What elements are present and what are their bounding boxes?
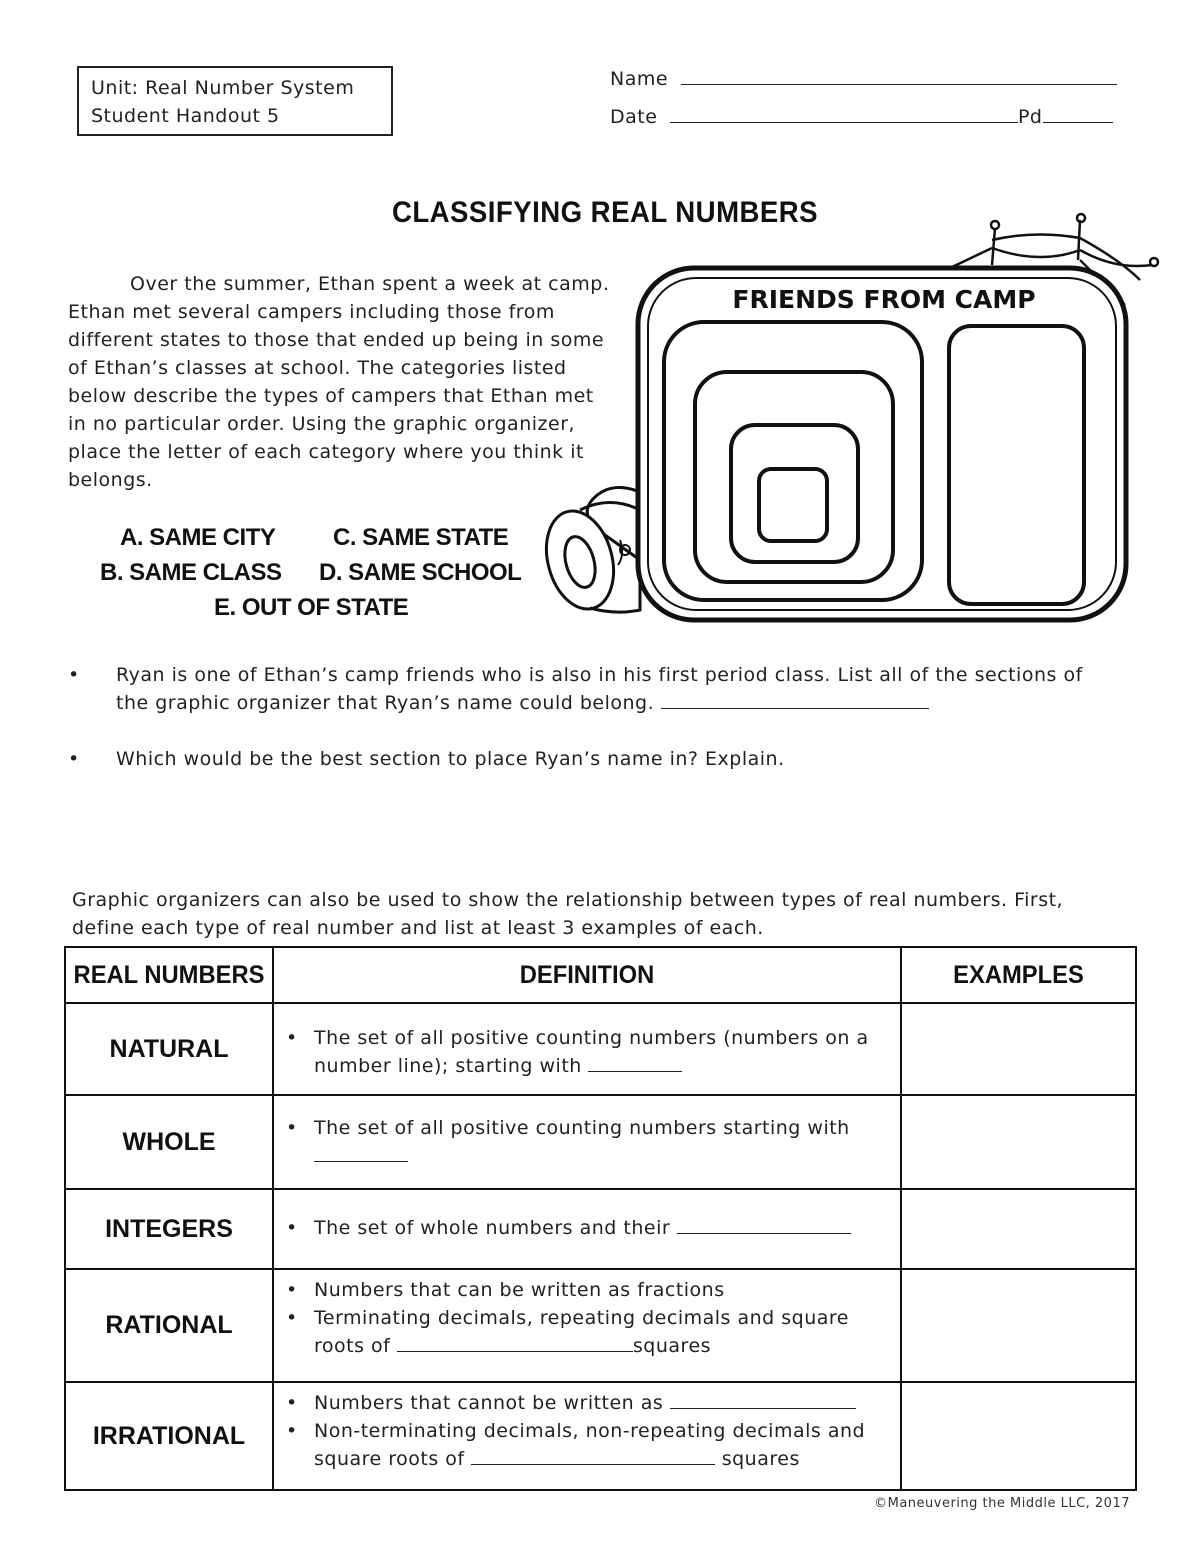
examples-cell-whole[interactable] — [901, 1095, 1136, 1189]
definition-text: The set of all positive counting numbers starting with — [314, 1117, 850, 1139]
backpack-organizer — [540, 210, 1160, 630]
definition-text-end: squares — [721, 1448, 800, 1470]
definition-text: Numbers that can be written as fractions — [314, 1279, 725, 1301]
row-name-integers: INTEGERS — [65, 1189, 273, 1269]
row-name-whole: WHOLE — [65, 1095, 273, 1189]
answer-blank[interactable] — [670, 1392, 856, 1409]
organizer-title: FRIENDS FROM CAMP — [732, 285, 1036, 314]
definition-cell — [273, 1095, 901, 1189]
category-c: C. SAME STATE — [333, 524, 509, 551]
answer-blank[interactable] — [588, 1055, 682, 1072]
category-d: D. SAME SCHOOL — [319, 559, 522, 586]
question-2-text: Which would be the best section to place Ryan’s name in? Explain. — [116, 748, 785, 770]
examples-cell-integers[interactable] — [901, 1189, 1136, 1269]
name-label: Name — [610, 68, 669, 90]
answer-blank[interactable] — [314, 1145, 408, 1162]
date-field[interactable] — [610, 104, 1113, 128]
definition-text-end: squares — [632, 1335, 712, 1357]
table-header-row — [65, 947, 1136, 1003]
definition-text: Terminating decimals, repeating decimals and square roots of — [314, 1307, 849, 1357]
bullet: • — [286, 1217, 298, 1239]
question-1 — [68, 661, 1118, 721]
bullet: • — [286, 1307, 298, 1329]
row-name-irrational: IRRATIONAL — [65, 1382, 273, 1490]
handout-label: Student Handout 5 — [91, 105, 280, 127]
examples-cell-rational[interactable] — [901, 1269, 1136, 1382]
category-b: B. SAME CLASS — [100, 559, 282, 586]
copyright: ©Maneuvering the Middle LLC, 2017 — [874, 1496, 1130, 1511]
name-line[interactable] — [681, 66, 1117, 85]
definition-cell — [273, 1382, 901, 1490]
definition-cell — [273, 1003, 901, 1095]
story-paragraph: Over the summer, Ethan spent a week at camp. Ethan met several campers including those from different states to those that ended up being in some of Ethan’s classes at school. The categories listed below describe the types of campers that Ethan met in no particular order. Using the graphic organizer, place the letter of each category where you think it belongs. — [68, 273, 610, 491]
period-label: Pd — [1017, 106, 1043, 128]
date-label: Date — [610, 106, 658, 128]
bullet: • — [286, 1392, 298, 1414]
table-row — [65, 1382, 1136, 1490]
bullet: • — [286, 1117, 298, 1139]
name-field[interactable] — [610, 66, 1117, 90]
examples-cell-natural[interactable] — [901, 1003, 1136, 1095]
unit-box — [77, 66, 393, 136]
row-name-natural: NATURAL — [65, 1003, 273, 1095]
question-1-text: Ryan is one of Ethan’s camp friends who is also in his first period class. List all of the sections of the graphic organizer that Ryan’s name could belong. — [116, 664, 1083, 714]
period-line[interactable] — [1043, 104, 1113, 123]
answer-blank[interactable] — [677, 1217, 851, 1234]
bullet: • — [286, 1420, 298, 1442]
definition-text: The set of whole numbers and their — [314, 1217, 671, 1239]
definition-text: Numbers that cannot be written as — [314, 1392, 664, 1414]
answer-blank[interactable] — [471, 1448, 715, 1465]
definition-cell — [273, 1189, 901, 1269]
category-a: A. SAME CITY — [120, 524, 276, 551]
row-name-rational: RATIONAL — [65, 1269, 273, 1382]
bullet: • — [286, 1027, 298, 1049]
category-e: E. OUT OF STATE — [214, 594, 409, 621]
table-row — [65, 1003, 1136, 1095]
date-line[interactable] — [670, 104, 1018, 123]
header-definition: DEFINITION — [289, 947, 886, 1003]
bullet: • — [286, 1279, 298, 1301]
header-real-numbers: REAL NUMBERS — [70, 947, 268, 1003]
real-numbers-table — [64, 946, 1137, 1491]
bullet: • — [68, 664, 80, 686]
page-title: CLASSIFYING REAL NUMBERS — [391, 196, 819, 229]
bullet: • — [68, 748, 80, 770]
examples-cell-irrational[interactable] — [901, 1382, 1136, 1490]
question-1-answer-line[interactable] — [661, 692, 929, 709]
header-examples: EXAMPLES — [907, 947, 1130, 1003]
definition-text: Non-terminating decimals, non-repeating decimals and square roots of — [314, 1420, 866, 1470]
table-row — [65, 1189, 1136, 1269]
definition-text: The set of all positive counting numbers (numbers on a number line); starting with — [314, 1027, 869, 1077]
definition-cell — [273, 1269, 901, 1382]
table-row — [65, 1269, 1136, 1382]
table-intro: Graphic organizers can also be used to show the relationship between types of real numbers. First, define each type of real number and list at least 3 examples of each. — [72, 889, 1064, 939]
answer-blank[interactable] — [397, 1335, 633, 1352]
question-2 — [68, 745, 1118, 775]
table-row — [65, 1095, 1136, 1189]
sleeping-roll-icon — [540, 488, 640, 617]
unit-label: Unit: Real Number System — [91, 77, 355, 99]
